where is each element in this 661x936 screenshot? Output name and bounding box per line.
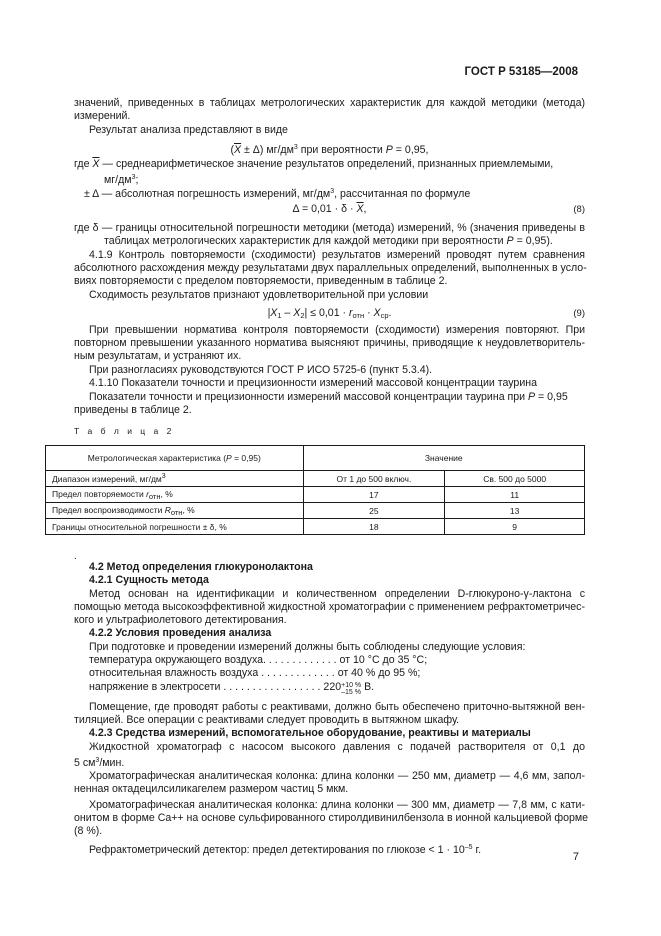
text-line: помощью метода высокоэффективной жидкостной хроматографии с применением рефрактометричес- — [74, 601, 585, 613]
voltage-tolerance: +10 % –15 % — [341, 682, 362, 696]
text-line: Показатели точности и прецизионности измерений массовой концентрации таурина при P = 0,95 — [89, 391, 568, 403]
text-line: 4.1.10 Показатели точности и прецизионности измерений массовой концентрации таурина — [89, 377, 537, 389]
text-line: ± Δ — абсолютная погрешность измерений, $мг/дм^3$, рассчитанная по формуле — [84, 188, 471, 200]
table-header-row — [46, 446, 585, 471]
cell-value: 13 — [445, 503, 585, 519]
page-header-code: ГОСТ Р 53185—2008 — [464, 66, 578, 78]
equation-number: (8) — [573, 204, 585, 215]
text-line: повторном превышении указанного норматива выясняют причины, приводящие к неудовлетворитель- — [74, 337, 585, 349]
formula-8: $\Delta = 0,01 \cdot \delta \cdot \overline{X}$, (8) — [292, 203, 585, 215]
cell-value: 17 — [303, 487, 445, 503]
cell-value: 18 — [303, 519, 445, 535]
text-line: Хроматографическая аналитическая колонка: длина колонки — 300 мм, диаметр — 7,8 мм, с кати- — [89, 799, 585, 811]
cell-label: Предел повторяемости rотн, % — [46, 487, 304, 503]
metrology-table — [45, 445, 585, 535]
cell-value: 9 — [445, 519, 585, 535]
cell-label: Диапазон измерений, $мг/дм^3$ — [46, 471, 304, 487]
section-title-4-2-2: 4.2.2 Условия проведения анализа — [89, 627, 272, 639]
formula-result: $(\overline{X} \pm \Delta)$ $мг/дм^3$ при вероятности P = 0,95, — [230, 144, 429, 156]
text-line: Сходимость результатов признают удовлетворительной при условии — [89, 289, 429, 301]
text-line: онитом в форме Ca++ на основе сульфированного стиролдивинилбензола в ионной кальциевой форме — [74, 812, 589, 824]
condition-voltage: напряжение в электросети . . . . . . . . . . . . . . . . . 220+10 % –15 % В. — [89, 681, 375, 696]
table-row — [46, 487, 585, 503]
section-title-4-2: 4.2 Метод определения глюкуронолактона — [89, 561, 313, 573]
cell-value: 11 — [445, 487, 585, 503]
text-line: (8 %). — [74, 825, 103, 837]
formula-9: $|X_1 - X_2| \le 0,01 \cdot r_{отн} \cdot X_{ср}$. (9) — [267, 307, 585, 320]
text-line: При подготовке и проведении измерений должны быть соблюдены следующие условия: — [89, 641, 526, 653]
condition-humidity: относительная влажность воздуха . . . . . . . . . . . . . от 40 % до 95 %; — [89, 667, 421, 679]
text-line: Жидкостной хроматограф с насосом высокого давления с подачей растворителя от 0,1 до — [89, 741, 585, 753]
equation-number: (9) — [573, 308, 585, 319]
cell-value: От 1 до 500 включ. — [303, 471, 445, 487]
text-line: Метод основан на идентификации и количественном определении D-глюкуроно-γ-лактона с — [89, 588, 585, 600]
text-line: 4.1.9 Контроль повторяемости (сходимости) результатов измерений проводят путем сравнения — [89, 249, 585, 261]
cell-value: Св. 500 до 5000 — [445, 471, 585, 487]
text-line: Рефрактометрический детектор: предел детектирования по глюкозе < $1 \cdot 10^{-5}$ г. — [89, 844, 482, 856]
cell-label: Границы относительной погрешности ± δ, % — [46, 519, 304, 535]
text-line: где $\overline{X}$ — среднеарифметическое значение результатов определений, признанных приемлемыми, — [74, 158, 554, 170]
section-title-4-2-3: 4.2.3 Средства измерений, вспомогательное оборудование, реактивы и материалы — [89, 727, 531, 739]
text-line: измерений. — [74, 110, 131, 122]
text-line: виях повторяемости с пределом повторяемости, приведенным в таблице 2. — [74, 275, 448, 287]
text-line: приведены в таблице 2. — [74, 404, 192, 416]
text-line: Помещение, где проводят работы с реактивами, должно быть обеспечено приточно-вытяжной вен- — [89, 701, 585, 713]
table-row — [46, 471, 585, 487]
text-line: Хроматографическая аналитическая колонка: длина колонки — 250 мм, диаметр — 4,6 мм, запол- — [89, 770, 585, 782]
text-line: тиляцией. Все операции с реактивами следует проводить в вытяжном шкафу. — [74, 714, 460, 726]
cell-value: 25 — [303, 503, 445, 519]
table-row — [46, 519, 585, 535]
text-line: значений, приведенных в таблицах метрологических характеристик для каждой методики (метода) — [74, 97, 585, 109]
condition-temperature: температура окружающего воздуха. . . . . . . . . . . . . от 10 °С до 35 °С; — [89, 654, 428, 666]
text-line: При превышении норматива контроля повторяемости (сходимости) измерения повторяют. При — [89, 324, 585, 336]
text-line: ным результатам, и устраняют их. — [74, 350, 242, 362]
header-value: Значение — [303, 446, 584, 471]
page-number: 7 — [572, 851, 579, 863]
header-characteristic: Метрологическая характеристика (P = 0,95) — [46, 446, 304, 471]
table-caption: Т а б л и ц а 2 — [74, 426, 175, 436]
text-line: таблицах метрологических характеристик для каждой методики при вероятности P = 0,95). — [104, 235, 553, 247]
text-line: абсолютного расхождения между результатами двух параллельных определений, выполненных в усло- — [74, 262, 587, 274]
text-line: Результат анализа представляют в виде — [89, 124, 288, 136]
text-line: где δ — границы относительной погрешности методики (метода) измерений, % (значения приведены в — [74, 222, 585, 234]
cell-label: Предел воспроизводимости Rотн, % — [46, 503, 304, 519]
text-line: ненная октадецилсиликагелем размером частиц 5 мкм. — [74, 783, 349, 795]
text-line: $мг/дм^3$; — [104, 174, 139, 186]
stray-dot: . — [74, 551, 77, 562]
text-line: 5 $см^3$/мин. — [74, 757, 125, 769]
section-title-4-2-1: 4.2.1 Сущность метода — [89, 574, 209, 586]
text-line: кого и ультрафиолетового детектирования. — [74, 614, 287, 626]
text-line: При разногласиях руководствуются ГОСТ Р ИСО 5725-6 (пункт 5.3.4). — [89, 364, 433, 376]
table-row — [46, 503, 585, 519]
